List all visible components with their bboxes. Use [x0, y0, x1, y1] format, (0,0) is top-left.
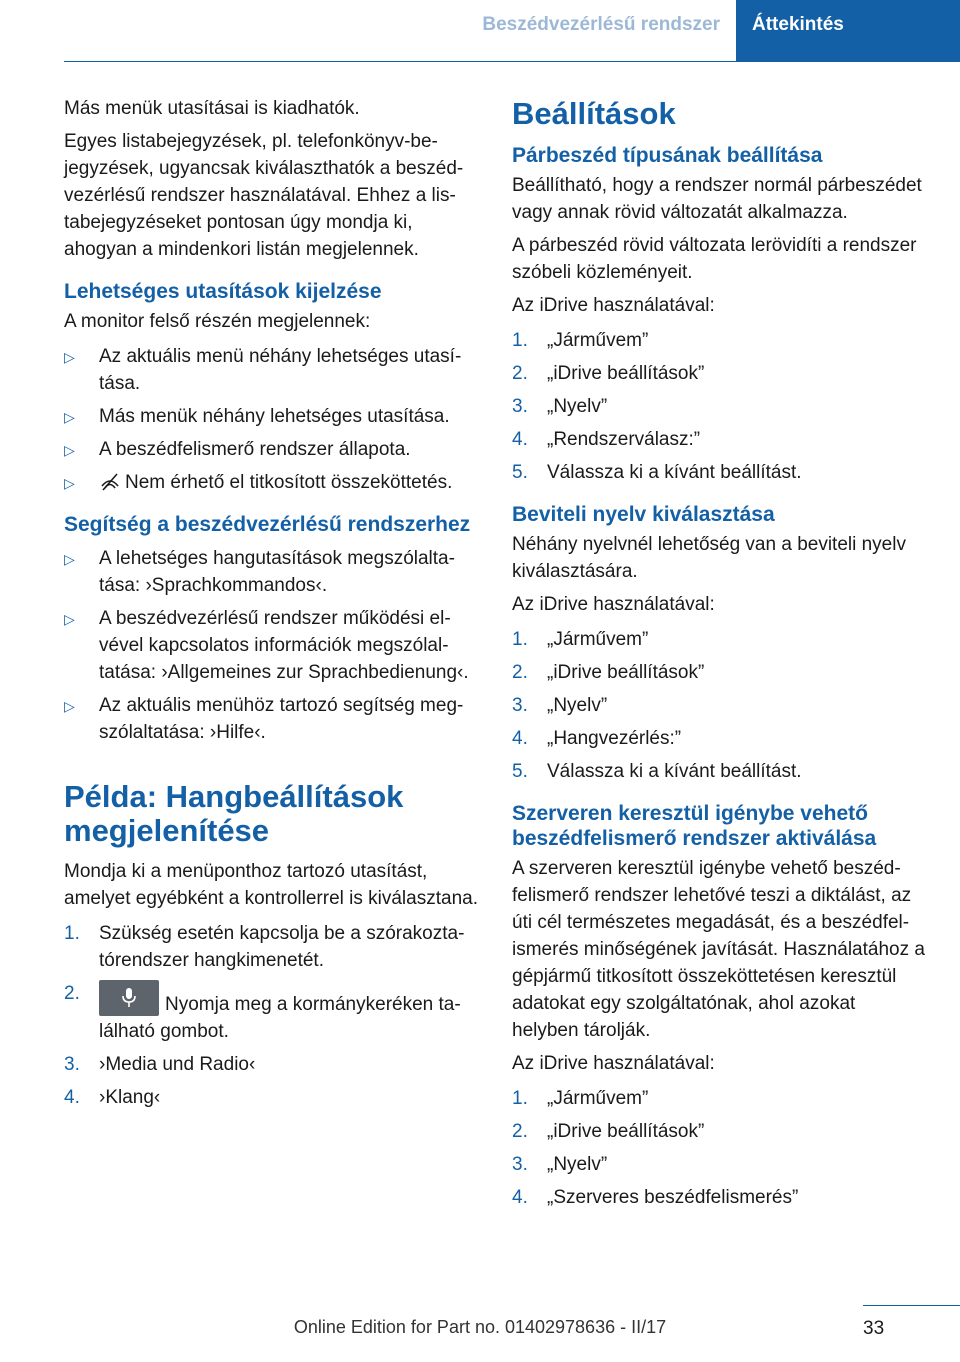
heading-possible-commands: Lehetséges utasítások kijelzése [64, 280, 382, 303]
list-item: 3. „Nyelv” [512, 695, 608, 716]
bullet-list [64, 343, 478, 496]
edition-footer: Online Edition for Part no. 01402978636 - II/17 [293, 1317, 667, 1337]
header-current-chapter: Áttekintés [736, 0, 960, 61]
list-item: 1. „Járművem” [512, 330, 649, 351]
list-item: ▷ Más menük néhány lehetséges utasítása. [64, 403, 478, 430]
paragraph: Az iDrive használatával: [512, 594, 715, 615]
list-item: 4. „Szerveres beszédfelismerés” [512, 1187, 799, 1208]
numbered-list [512, 1085, 926, 1211]
list-item: 4. ›Klang‹ [64, 1087, 161, 1108]
list-item: 4. „Hangvezérlés:” [512, 728, 682, 749]
paragraph: Az iDrive használatával: [512, 1053, 715, 1074]
voice-button-image [99, 980, 159, 1016]
list-item: 1. Szükség esetén kapcsolja be a szórakoztatórendszer hangkimenetét. [64, 923, 465, 971]
heading-example: Példa: Hangbeállítások megjelenítése [64, 779, 404, 848]
triangle-bullet-icon: ▷ [64, 698, 75, 714]
list-item: ▷ Az aktuális menü néhány lehetséges utasítása. [64, 346, 462, 394]
numbered-list [512, 327, 926, 486]
list-item: 4. „Rendszerválasz:” [512, 429, 701, 450]
list-item: ▷ A beszédfelismerő rendszer állapota. [64, 436, 478, 463]
list-item: 5. Válassza ki a kívánt beállítást. [512, 462, 802, 483]
list-item: 2. „iDrive beállítások” [512, 1121, 705, 1142]
list-item: ▷ A lehetséges hangutasítások megszólaltatása: ›Sprachkommandos‹. [64, 548, 455, 596]
paragraph: A párbeszéd rövid változata lerövidíti a rendszer szóbeli közleményeit. [512, 235, 917, 283]
numbered-list [64, 920, 478, 1111]
triangle-bullet-icon: ▷ [64, 409, 75, 425]
heading-server-recognition: Szerveren keresztül igénybe vehető beszédfelismerő rendszer aktiválása [512, 802, 877, 850]
paragraph: Az iDrive használatával: [512, 295, 715, 316]
triangle-bullet-icon: ▷ [64, 442, 75, 458]
list-item: 5. Válassza ki a kívánt beállítást. [512, 761, 802, 782]
no-secure-connection-icon [99, 473, 121, 491]
bullet-list [64, 545, 478, 746]
header-section-title: Beszédvezérlésű rendszer [450, 0, 736, 61]
list-item: 2. Nyomja meg a kormánykeréken található gombot. [64, 980, 478, 1045]
list-item: ▷ A beszédvezérlésű rendszer működési elvével kapcsolatos információk megszólaltatása: ›Allgemeines zur Sprachbedienung‹. [64, 608, 469, 683]
list-item: ▷ Az aktuális menühöz tartozó segítség megszólaltatása: ›Hilfe‹. [64, 695, 464, 743]
paragraph: Néhány nyelvnél lehetőség van a beviteli nyelv kiválasztására. [512, 534, 906, 582]
triangle-bullet-icon: ▷ [64, 475, 75, 491]
triangle-bullet-icon: ▷ [64, 349, 75, 365]
paragraph: Beállítható, hogy a rendszer normál párbeszédet vagy annak rövid változatát alkalmazza. [512, 175, 922, 223]
triangle-bullet-icon: ▷ [64, 551, 75, 567]
page-header [0, 0, 960, 61]
page-number-divider [863, 1305, 960, 1306]
paragraph: Más menük utasításai is kiadhatók. [64, 98, 360, 119]
triangle-bullet-icon: ▷ [64, 611, 75, 627]
heading-settings: Beállítások [512, 96, 676, 131]
heading-help: Segítség a beszédvezérlésű rendszerhez [64, 513, 471, 536]
list-item: 1. „Járművem” [512, 629, 649, 650]
paragraph: Egyes listabejegyzések, pl. telefonkönyv-bejegyzések, ugyancsak kiválaszthatók a beszédvezérlésű rendszer használatával. Ehhez a listabejegyzéseket pontosan úgy mondja ki, ahogyan a mindenkori listán megjelennek. [64, 131, 464, 260]
right-column [512, 95, 926, 1223]
heading-dialog-type: Párbeszéd típusának beállítása [512, 144, 823, 167]
list-item: 2. „iDrive beállítások” [512, 363, 705, 384]
heading-input-language: Beviteli nyelv kiválasztása [512, 503, 775, 526]
page-number: 33 [863, 1318, 885, 1339]
left-column [64, 95, 478, 1123]
microphone-icon [120, 987, 138, 1009]
paragraph: A szerveren keresztül igénybe vehető beszédfelismerő rendszer lehetővé teszi a diktálást, az úti cél természetes megadását, és a beszédfelismerés minőségének javítását. Használatához a gépjármű titkosított összeköttetésen keresztül adatokat egy szolgáltatónak, ahol azokat helyben tárolják. [512, 858, 925, 1041]
paragraph: Mondja ki a menüponthoz tartozó utasítást, amelyet egyébként a kontrollerrel is kiválasztana. [64, 861, 478, 909]
header-divider [64, 61, 960, 62]
list-item: 1. „Járművem” [512, 1088, 649, 1109]
list-item: 3. „Nyelv” [512, 1154, 608, 1175]
list-item: 3. „Nyelv” [512, 396, 608, 417]
numbered-list [512, 626, 926, 785]
list-item: 2. „iDrive beállítások” [512, 662, 705, 683]
list-item: 3. ›Media und Radio‹ [64, 1054, 256, 1075]
paragraph: A monitor felső részén megjelennek: [64, 311, 371, 332]
list-item: ▷ Nem érhető el titkosított összeköttetés. [64, 469, 478, 496]
